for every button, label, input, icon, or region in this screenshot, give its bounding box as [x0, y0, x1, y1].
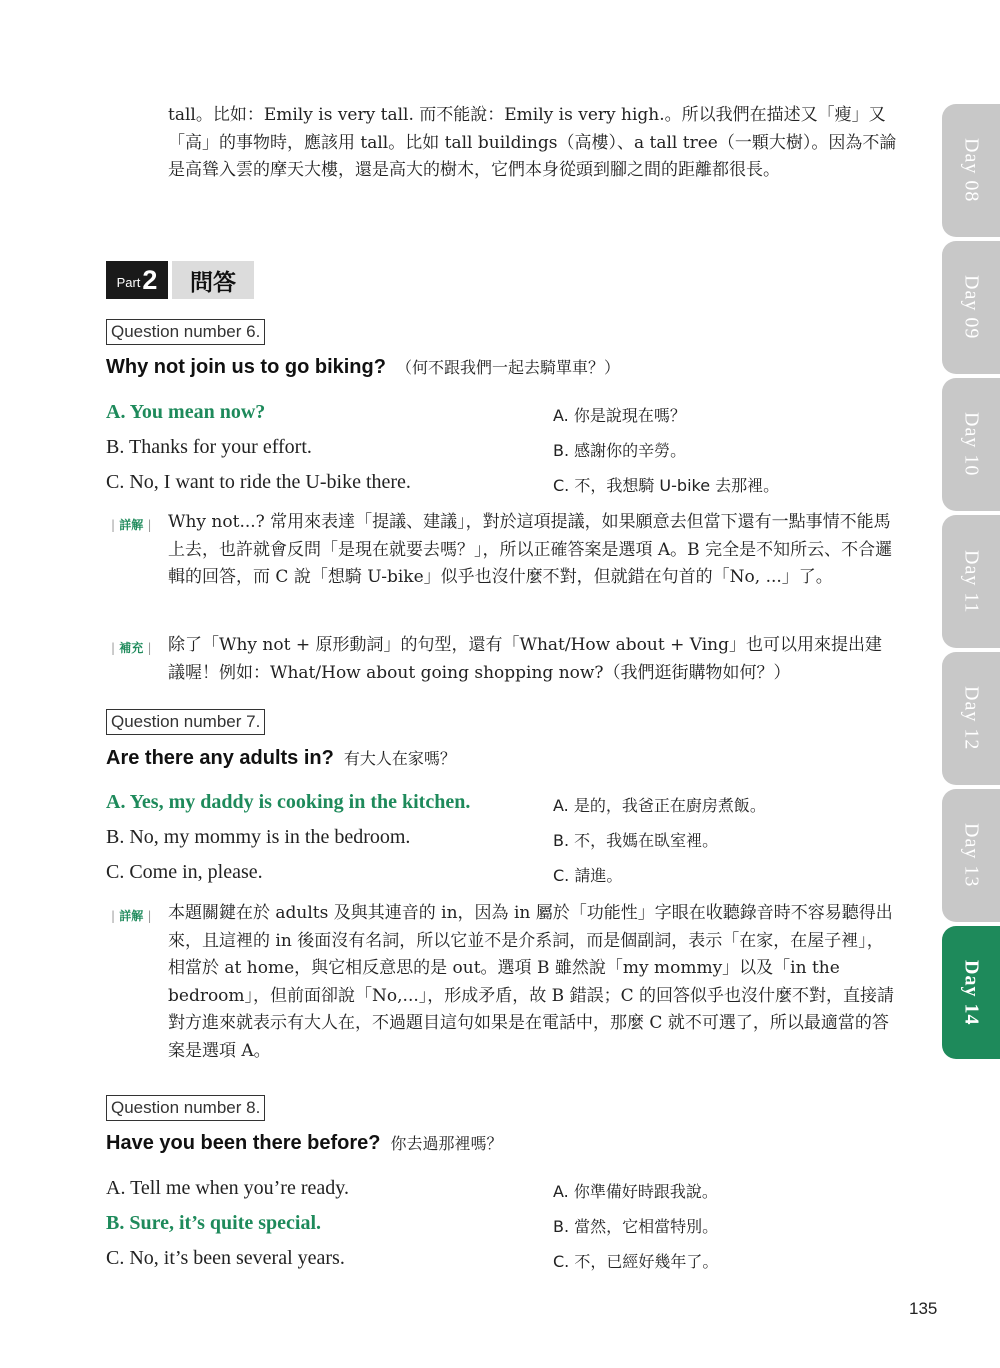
option-a-english: A. You mean now?: [106, 401, 266, 423]
tab-day-10[interactable]: [942, 378, 1000, 511]
option-a-english: A. Yes, my daddy is cooking in the kitchen.: [106, 791, 471, 813]
option-c-chinese: C. 不，我想騎 U-bike 去那裡。: [553, 476, 780, 495]
question-translation: （何不跟我們一起去騎單車？）: [395, 358, 620, 377]
question-text: [106, 355, 620, 379]
tab-label: Day 12: [960, 686, 983, 751]
note-tag-label: 補充: [119, 641, 144, 655]
note-supplement: 除了「Why not + 原形動詞」的句型，還有「What/How about + Ving」也可以用來提出建議喔！例如：What/How about going shopping now?（我們逛街購物如何？）: [168, 635, 882, 683]
question-translation: 有大人在家嗎？: [343, 749, 456, 768]
question-label: Question number 8.: [106, 1095, 265, 1121]
tab-day-08[interactable]: [942, 104, 1000, 237]
option-c-english: C. No, it’s been several years.: [106, 1247, 345, 1269]
note-tag-explanation: | 詳解 |: [111, 518, 152, 532]
intro-paragraph: tall。比如：Emily is very tall. 而不能說：Emily is very high.。所以我們在描述又「瘦」又「高」的事物時，應該用 tall。比如 tall buildings（高樓）、a tall tree（一顆大樹）。因為不論是高聳入雲的摩天大樓，還是高大的樹木，它們本身從頭到腳之間的距離都很長。: [168, 105, 897, 180]
option-b-chinese: B. 當然，它相當特別。: [553, 1217, 719, 1236]
part-badge: [106, 261, 168, 299]
question-english: Have you been there before?: [106, 1132, 381, 1154]
question-label: Question number 7.: [106, 709, 265, 735]
note-tag-label: 詳解: [119, 518, 144, 532]
tab-day-09[interactable]: [942, 241, 1000, 374]
option-b-chinese: B. 感謝你的辛勞。: [553, 441, 687, 460]
note-tag-label: 詳解: [119, 909, 144, 923]
tab-day-14[interactable]: [942, 926, 1000, 1059]
tab-label: Day 14: [960, 959, 983, 1026]
part-word: Part: [116, 274, 141, 290]
option-a-english: A. Tell me when you’re ready.: [106, 1177, 349, 1199]
question-english: Why not join us to go biking?: [106, 356, 386, 378]
question-text: [106, 746, 456, 770]
question-text: [106, 1131, 503, 1155]
tab-label: Day 13: [960, 823, 983, 888]
question-label: Question number 6.: [106, 319, 265, 345]
option-a-chinese: A. 你是說現在嗎？: [553, 406, 686, 425]
part-number: 2: [142, 264, 158, 295]
tab-label: Day 09: [960, 275, 983, 340]
tab-day-11[interactable]: [942, 515, 1000, 648]
option-b-english: B. No, my mommy is in the bedroom.: [106, 826, 411, 848]
tab-day-12[interactable]: [942, 652, 1000, 785]
tab-label: Day 10: [960, 412, 983, 477]
option-b-english: B. Sure, it’s quite special.: [106, 1212, 322, 1234]
option-a-chinese: A. 是的，我爸正在廚房煮飯。: [553, 796, 766, 815]
tab-label: Day 11: [960, 549, 983, 614]
note-tag-supplement: | 補充 |: [111, 641, 152, 655]
option-c-english: C. Come in, please.: [106, 861, 263, 883]
page-number: 135: [909, 1299, 938, 1318]
option-b-english: B. Thanks for your effort.: [106, 436, 312, 458]
note-explanation: 本題關鍵在於 adults 及與其連音的 in，因為 in 屬於「功能性」字眼在收聽錄音時不容易聽得出來，且這裡的 in 後面沒有名詞，所以它並不是介系詞，而是個副詞，表示「在家，在屋子裡」，相當於 at home，與它相反意思的是 out。選項 B 雖然說「my mommy」以及「in the bedroom」，但前面卻說「No,...」，形成矛盾，故 B 錯誤；C 的回答似乎也沒什麼不對，直接請對方進來就表示有大人在，不過題目這句如果是在電話中，那麼 C 就不可選了，所以最適當的答案是選項 A。: [168, 903, 894, 1061]
option-c-chinese: C. 不，已經好幾年了。: [553, 1252, 719, 1271]
option-b-chinese: B. 不，我媽在臥室裡。: [553, 831, 719, 850]
note-tag-explanation: | 詳解 |: [111, 909, 152, 923]
option-c-chinese: C. 請進。: [553, 866, 623, 885]
question-english: Are there any adults in?: [106, 747, 334, 769]
tab-day-13[interactable]: [942, 789, 1000, 922]
question-translation: 你去過那裡嗎？: [390, 1134, 503, 1153]
option-c-english: C. No, I want to ride the U-bike there.: [106, 471, 411, 493]
option-a-chinese: A. 你準備好時跟我說。: [553, 1182, 718, 1201]
tab-label: Day 08: [960, 138, 983, 203]
part-title: 問答: [172, 261, 254, 299]
note-explanation: Why not...? 常用來表達「提議、建議」，對於這項提議，如果願意去但當下還有一點事情不能馬上去，也許就會反問「是現在就要去嗎？」，所以正確答案是選項 A。B 完全是不知所云、不合邏輯的回答，而 C 說「想騎 U-bike」似乎也沒什麼不對，但就錯在句首的「No, ...」了。: [168, 512, 893, 587]
part-header: [106, 261, 254, 299]
